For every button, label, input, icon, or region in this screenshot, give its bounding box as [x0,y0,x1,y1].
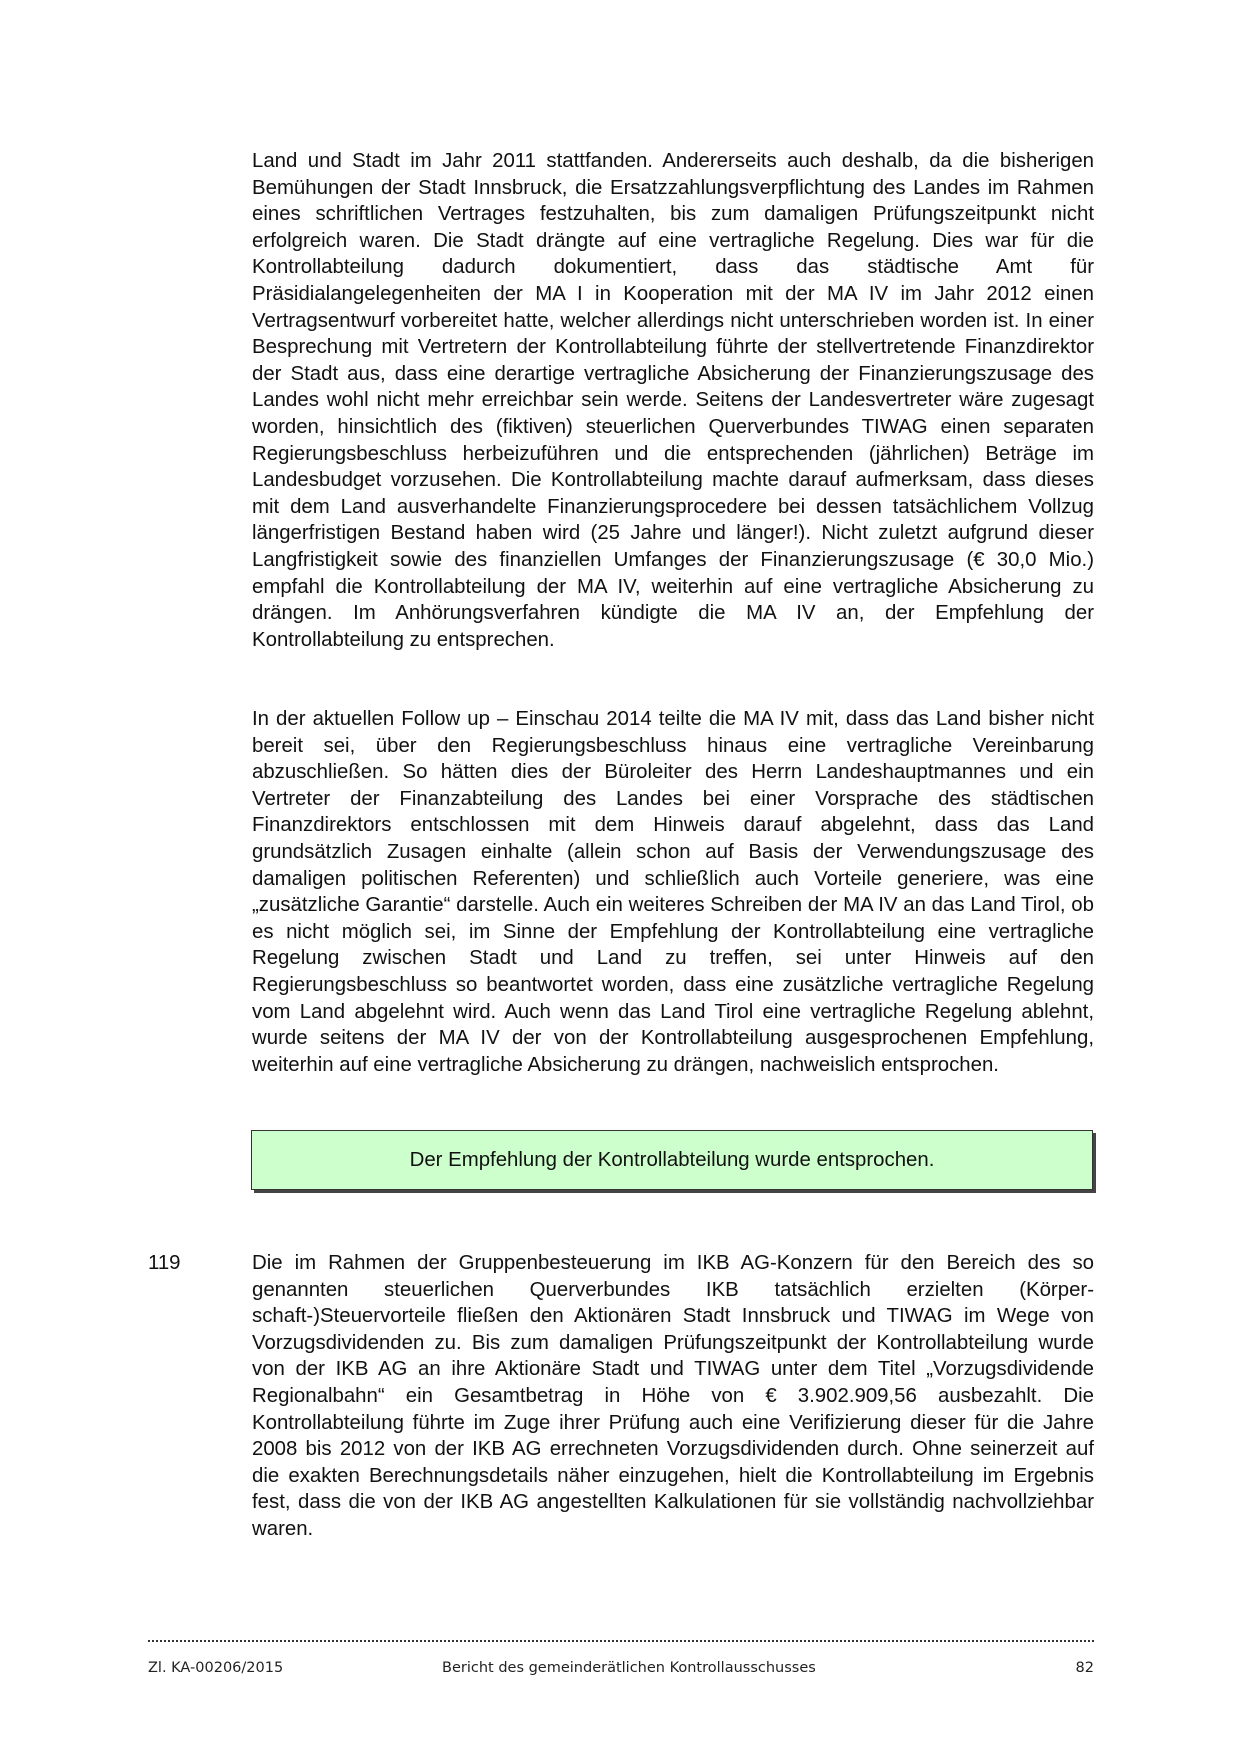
recommendation-result-box: Der Empfehlung der Kontrollabteilung wurde entsprochen. [251,1130,1093,1190]
footer-reference: Zl. KA-00206/2015 [148,1660,284,1676]
body-paragraph-follow-up: In der aktuellen Follow up – Einschau 2014 teilte die MA IV mit, dass das Land bisher nicht bereit sei, über den Regierungsbeschluss hinaus eine vertragliche Vereinbarung abzuschließen. So hätten dies der Büroleiter des Herrn Landeshauptmannes und ein Vertreter der Finanzabteilung des Landes bei einer Vorsprache des städtischen Finanzdirektors entschlossen mit dem Hinweis darauf abgelehnt, dass das Land grundsätzlich Zusagen einhalte (allein schon auf Basis der Verwendungszusage des damaligen politischen Referenten) und schließlich auch Vorteile generiere, was eine „zusätzliche Garantie“ darstelle. Auch ein weiteres Schreiben der MA IV an das Land Tirol, ob es nicht möglich sei, im Sinne der Empfehlung der Kontrollabteilung eine vertragliche Regelung zwischen Stadt und Land zu treffen, sei unter Hinweis auf den Regierungsbeschluss so beantwortet worden, dass eine zusätzliche vertragliche Regelung vom Land abgelehnt wird. Auch wenn das Land Tirol eine vertragliche Regelung ablehnt, wurde seitens der MA IV der von der Kontrollabteilung ausgesprochenen Empfehlung, weiterhin auf eine vertragliche Absicherung zu drängen, nachweislich entsprochen. [252,708,1094,1076]
footer-title: Bericht des gemeinderätlichen Kontrollausschusses [442,1660,816,1676]
body-paragraph-vorzugsdividende: Die im Rahmen der Gruppenbesteuerung im IKB AG-Konzern für den Bereich des so genannten steuerlichen Querverbundes IKB tatsächlich erzielten (Körperschaft-)Steuervorteile fließen den Aktionären Stadt Innsbruck und TIWAG im Wege von Vorzugsdividenden zu. Bis zum damaligen Prüfungszeitpunkt der Kontrollabteilung wurde von der IKB AG an ihre Aktionäre Stadt und TIWAG unter dem Titel „Vorzugsdividende Regionalbahn“ ein Gesamtbetrag in Höhe von € 3.902.909,56 ausbezahlt. Die Kontrollabteilung führte im Zuge ihrer Prüfung auch eine Verifizierung dieser für die Jahre 2008 bis 2012 von der IKB AG errechneten Vorzugsdividenden durch. Ohne seinerzeit auf die exakten Berechnungsdetails näher einzugehen, hielt die Kontrollabteilung im Ergebnis fest, dass die von der IKB AG angestellten Kalkulationen für sie vollständig nachvollziehbar waren. [252,1252,1094,1540]
footer-page-number: 82 [1075,1660,1094,1676]
body-paragraph-ersatzzahlung: Land und Stadt im Jahr 2011 stattfanden. Andererseits auch deshalb, da die bisherigen Bemühungen der Stadt Innsbruck, die Ersatzzahlungsverpflichtung des Landes im Rahmen eines schriftlichen Vertrages festzuhalten, bis zum damaligen Prüfungszeitpunkt nicht erfolgreich waren. Die Stadt drängte auf eine vertragliche Regelung. Dies war für die Kontrollabteilung dadurch dokumentiert, dass das städtische Amt für Präsidialangelegenheiten der MA I in Kooperation mit der MA IV im Jahr 2012 einen Vertragsentwurf vorbereitet hatte, welcher allerdings nicht unterschrieben worden ist. In einer Besprechung mit Vertretern der Kontrollabteilung führte der stellvertretende Finanzdirektor der Stadt aus, dass eine derartige vertragliche Absicherung der Finanzierungszusage des Landes wohl nicht mehr erreichbar sein werde. Seitens der Landesvertreter wäre zugesagt worden, hinsichtlich des (fiktiven) steuerlichen Querverbundes TIWAG einen separaten Regierungsbeschluss herbeizuführen und die entsprechenden (jährlichen) Beträge im Landesbudget vorzusehen. Die Kontrollabteilung machte darauf aufmerksam, dass dieses mit dem Land ausverhandelte Finanzierungsprocedere bei dessen tatsächlichem Vollzug längerfristigen Bestand haben wird (25 Jahre und länger!). Nicht zuletzt aufgrund dieser Langfristigkeit sowie des finanziellen Umfanges der Finanzierungszusage (€ 30,0 Mio.) empfahl die Kontrollabteilung der MA IV, weiterhin auf eine vertragliche Absicherung zu drängen. Im Anhörungsverfahren kündigte die MA IV an, der Empfehlung der Kontrollabteilung zu entsprechen. [252,150,1094,651]
paragraph-number: 119 [148,1252,181,1274]
footer-dotted-rule [148,1640,1094,1642]
